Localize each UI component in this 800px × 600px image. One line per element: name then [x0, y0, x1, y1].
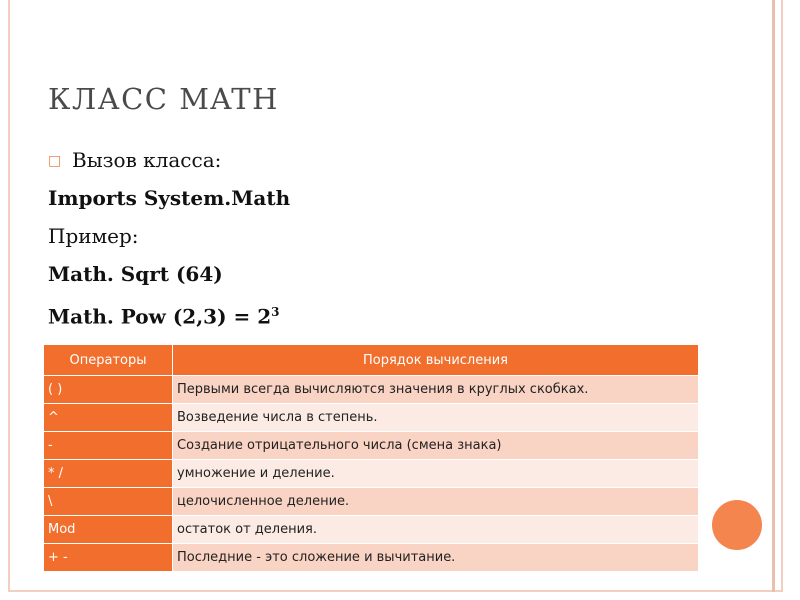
content-line-pow [48, 299, 748, 337]
description-cell: Первыми всегда вычисляются значения в круглых скобках. [173, 376, 699, 404]
operator-cell: ^ [44, 404, 173, 432]
right-border-decoration [772, 0, 775, 592]
operators-table [43, 344, 699, 572]
slide-title: КЛАСС MATH [48, 82, 279, 116]
table-row [44, 376, 699, 404]
operator-cell: \ [44, 488, 173, 516]
slide-content [48, 147, 748, 337]
description-cell: целочисленное деление. [173, 488, 699, 516]
pow-exponent: 3 [271, 305, 280, 319]
header-operators: Операторы [44, 345, 173, 376]
description-cell: умножение и деление. [173, 460, 699, 488]
table-row [44, 544, 699, 572]
table-row [44, 460, 699, 488]
operator-cell: + - [44, 544, 173, 572]
description-cell: Возведение числа в степень. [173, 404, 699, 432]
table-row [44, 488, 699, 516]
square-bullet-icon: □ [48, 153, 62, 169]
orange-circle-decoration [712, 500, 762, 550]
operator-cell: * / [44, 460, 173, 488]
table-row [44, 404, 699, 432]
content-line-example-label: Пример: [48, 224, 139, 248]
header-order: Порядок вычисления [173, 345, 699, 376]
content-line-text: Вызов класса: [72, 148, 222, 172]
table-row [44, 516, 699, 544]
table-row [44, 432, 699, 460]
operator-cell: ( ) [44, 376, 173, 404]
content-line-imports: Imports System.Math [48, 186, 291, 210]
operator-cell: Mod [44, 516, 173, 544]
operator-cell: - [44, 432, 173, 460]
content-line-call-class [48, 147, 748, 185]
table-header-row [44, 345, 699, 376]
description-cell: остаток от деления. [173, 516, 699, 544]
description-cell: Создание отрицательного числа (смена знака) [173, 432, 699, 460]
content-line-sqrt: Math. Sqrt (64) [48, 262, 223, 286]
pow-expression: Math. Pow (2,3) = 2 [48, 304, 272, 329]
description-cell: Последние - это сложение и вычитание. [173, 544, 699, 572]
